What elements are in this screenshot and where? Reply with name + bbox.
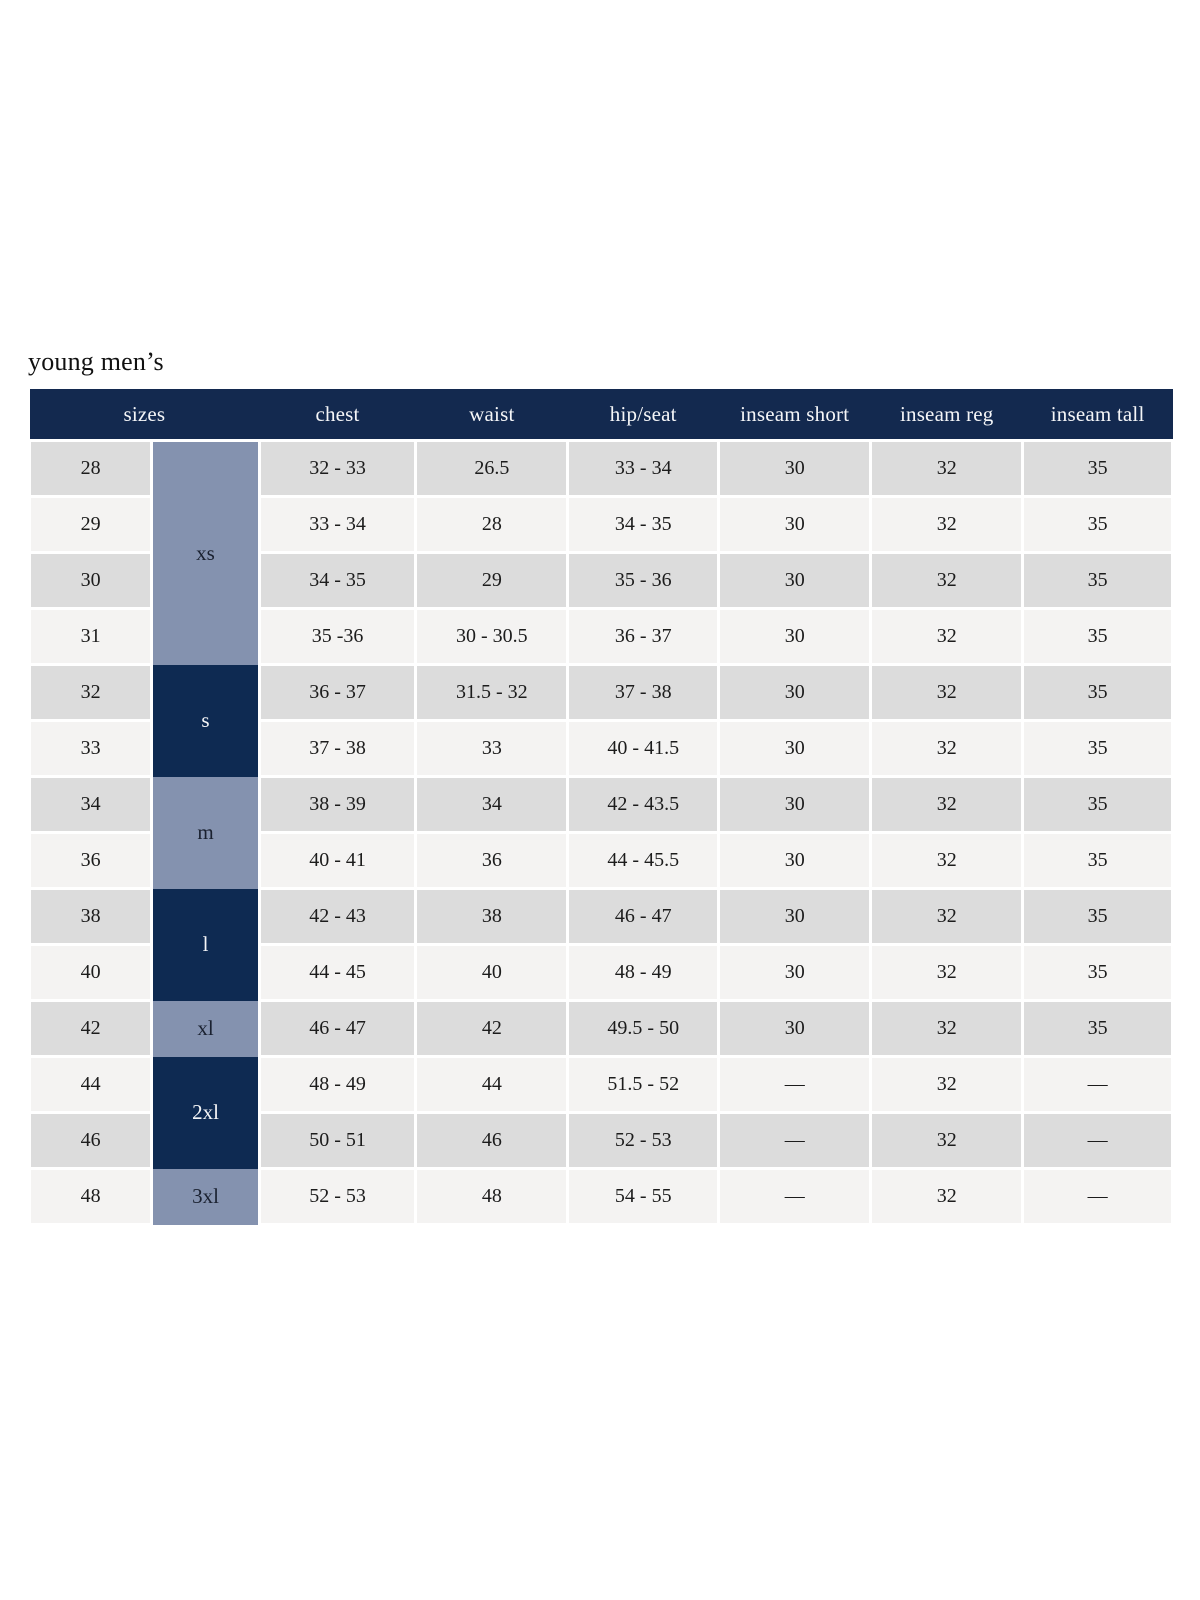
chest-cell: 40 - 41 — [259, 833, 416, 889]
hip-seat-cell: 52 - 53 — [568, 1113, 719, 1169]
inseam-short-cell: — — [719, 1057, 871, 1113]
size-cell: 38 — [30, 889, 152, 945]
hip-seat-cell: 36 - 37 — [568, 609, 719, 665]
inseam-short-cell: 30 — [719, 833, 871, 889]
inseam-reg-cell: 32 — [871, 441, 1023, 497]
size-group-label: 3xl — [152, 1169, 259, 1225]
hip-seat-cell: 54 - 55 — [568, 1169, 719, 1225]
hip-seat-cell: 46 - 47 — [568, 889, 719, 945]
chest-cell: 32 - 33 — [259, 441, 416, 497]
inseam-tall-cell: 35 — [1023, 945, 1173, 1001]
hip-seat-cell: 48 - 49 — [568, 945, 719, 1001]
waist-cell: 48 — [416, 1169, 568, 1225]
waist-cell: 26.5 — [416, 441, 568, 497]
waist-cell: 38 — [416, 889, 568, 945]
size-cell: 30 — [30, 553, 152, 609]
inseam-short-cell: 30 — [719, 889, 871, 945]
inseam-tall-cell: 35 — [1023, 889, 1173, 945]
col-header-inseam-short: inseam short — [719, 389, 871, 441]
waist-cell: 28 — [416, 497, 568, 553]
inseam-tall-cell: 35 — [1023, 609, 1173, 665]
inseam-reg-cell: 32 — [871, 1057, 1023, 1113]
inseam-tall-cell: 35 — [1023, 497, 1173, 553]
hip-seat-cell: 34 - 35 — [568, 497, 719, 553]
inseam-reg-cell: 32 — [871, 945, 1023, 1001]
inseam-short-cell: 30 — [719, 945, 871, 1001]
inseam-tall-cell: 35 — [1023, 721, 1173, 777]
chest-cell: 34 - 35 — [259, 553, 416, 609]
inseam-reg-cell: 32 — [871, 1169, 1023, 1225]
inseam-tall-cell: 35 — [1023, 553, 1173, 609]
chest-cell: 38 - 39 — [259, 777, 416, 833]
inseam-reg-cell: 32 — [871, 721, 1023, 777]
size-cell: 42 — [30, 1001, 152, 1057]
size-cell: 34 — [30, 777, 152, 833]
chest-cell: 35 -36 — [259, 609, 416, 665]
hip-seat-cell: 37 - 38 — [568, 665, 719, 721]
inseam-short-cell: 30 — [719, 497, 871, 553]
inseam-short-cell: 30 — [719, 609, 871, 665]
inseam-reg-cell: 32 — [871, 1001, 1023, 1057]
inseam-tall-cell: 35 — [1023, 833, 1173, 889]
waist-cell: 46 — [416, 1113, 568, 1169]
waist-cell: 29 — [416, 553, 568, 609]
size-cell: 48 — [30, 1169, 152, 1225]
inseam-reg-cell: 32 — [871, 1113, 1023, 1169]
inseam-tall-cell: — — [1023, 1169, 1173, 1225]
size-group-label: m — [152, 777, 259, 889]
table-row — [30, 441, 1173, 497]
chest-cell: 44 - 45 — [259, 945, 416, 1001]
size-group-label: 2xl — [152, 1057, 259, 1169]
size-cell: 33 — [30, 721, 152, 777]
size-group-label: xs — [152, 441, 259, 665]
chest-cell: 48 - 49 — [259, 1057, 416, 1113]
hip-seat-cell: 51.5 - 52 — [568, 1057, 719, 1113]
chest-cell: 50 - 51 — [259, 1113, 416, 1169]
chest-cell: 52 - 53 — [259, 1169, 416, 1225]
waist-cell: 44 — [416, 1057, 568, 1113]
size-cell: 32 — [30, 665, 152, 721]
inseam-reg-cell: 32 — [871, 665, 1023, 721]
chest-cell: 36 - 37 — [259, 665, 416, 721]
inseam-tall-cell: 35 — [1023, 1001, 1173, 1057]
inseam-reg-cell: 32 — [871, 833, 1023, 889]
size-group-label: xl — [152, 1001, 259, 1057]
inseam-tall-cell: — — [1023, 1113, 1173, 1169]
chest-cell: 46 - 47 — [259, 1001, 416, 1057]
table-row — [30, 777, 1173, 833]
hip-seat-cell: 44 - 45.5 — [568, 833, 719, 889]
inseam-reg-cell: 32 — [871, 553, 1023, 609]
size-cell: 29 — [30, 497, 152, 553]
chest-cell: 42 - 43 — [259, 889, 416, 945]
col-header-inseam-reg: inseam reg — [871, 389, 1023, 441]
size-cell: 31 — [30, 609, 152, 665]
size-cell: 44 — [30, 1057, 152, 1113]
waist-cell: 33 — [416, 721, 568, 777]
hip-seat-cell: 49.5 - 50 — [568, 1001, 719, 1057]
inseam-short-cell: 30 — [719, 721, 871, 777]
header-row — [30, 389, 1173, 441]
table-row — [30, 665, 1173, 721]
waist-cell: 34 — [416, 777, 568, 833]
waist-cell: 30 - 30.5 — [416, 609, 568, 665]
inseam-reg-cell: 32 — [871, 609, 1023, 665]
table-row — [30, 889, 1173, 945]
inseam-short-cell: 30 — [719, 441, 871, 497]
inseam-short-cell: — — [719, 1113, 871, 1169]
table-row — [30, 1057, 1173, 1113]
waist-cell: 42 — [416, 1001, 568, 1057]
col-header-waist: waist — [416, 389, 568, 441]
inseam-short-cell: 30 — [719, 777, 871, 833]
inseam-tall-cell: — — [1023, 1057, 1173, 1113]
col-header-inseam-tall: inseam tall — [1023, 389, 1173, 441]
table-row — [30, 1169, 1173, 1225]
size-group-label: l — [152, 889, 259, 1001]
waist-cell: 36 — [416, 833, 568, 889]
size-cell: 40 — [30, 945, 152, 1001]
inseam-reg-cell: 32 — [871, 497, 1023, 553]
size-cell: 46 — [30, 1113, 152, 1169]
hip-seat-cell: 42 - 43.5 — [568, 777, 719, 833]
table-row — [30, 1001, 1173, 1057]
col-header-sizes: sizes — [30, 389, 260, 441]
waist-cell: 40 — [416, 945, 568, 1001]
size-cell: 36 — [30, 833, 152, 889]
size-cell: 28 — [30, 441, 152, 497]
col-header-hip-seat: hip/seat — [568, 389, 719, 441]
inseam-short-cell: — — [719, 1169, 871, 1225]
inseam-tall-cell: 35 — [1023, 441, 1173, 497]
inseam-tall-cell: 35 — [1023, 777, 1173, 833]
chest-cell: 33 - 34 — [259, 497, 416, 553]
hip-seat-cell: 35 - 36 — [568, 553, 719, 609]
hip-seat-cell: 33 - 34 — [568, 441, 719, 497]
inseam-tall-cell: 35 — [1023, 665, 1173, 721]
inseam-reg-cell: 32 — [871, 889, 1023, 945]
chest-cell: 37 - 38 — [259, 721, 416, 777]
waist-cell: 31.5 - 32 — [416, 665, 568, 721]
page-title: young men’s — [28, 347, 164, 376]
size-group-label: s — [152, 665, 259, 777]
size-chart-table — [28, 389, 1174, 1227]
inseam-short-cell: 30 — [719, 553, 871, 609]
inseam-short-cell: 30 — [719, 665, 871, 721]
col-header-chest: chest — [259, 389, 416, 441]
hip-seat-cell: 40 - 41.5 — [568, 721, 719, 777]
inseam-reg-cell: 32 — [871, 777, 1023, 833]
inseam-short-cell: 30 — [719, 1001, 871, 1057]
